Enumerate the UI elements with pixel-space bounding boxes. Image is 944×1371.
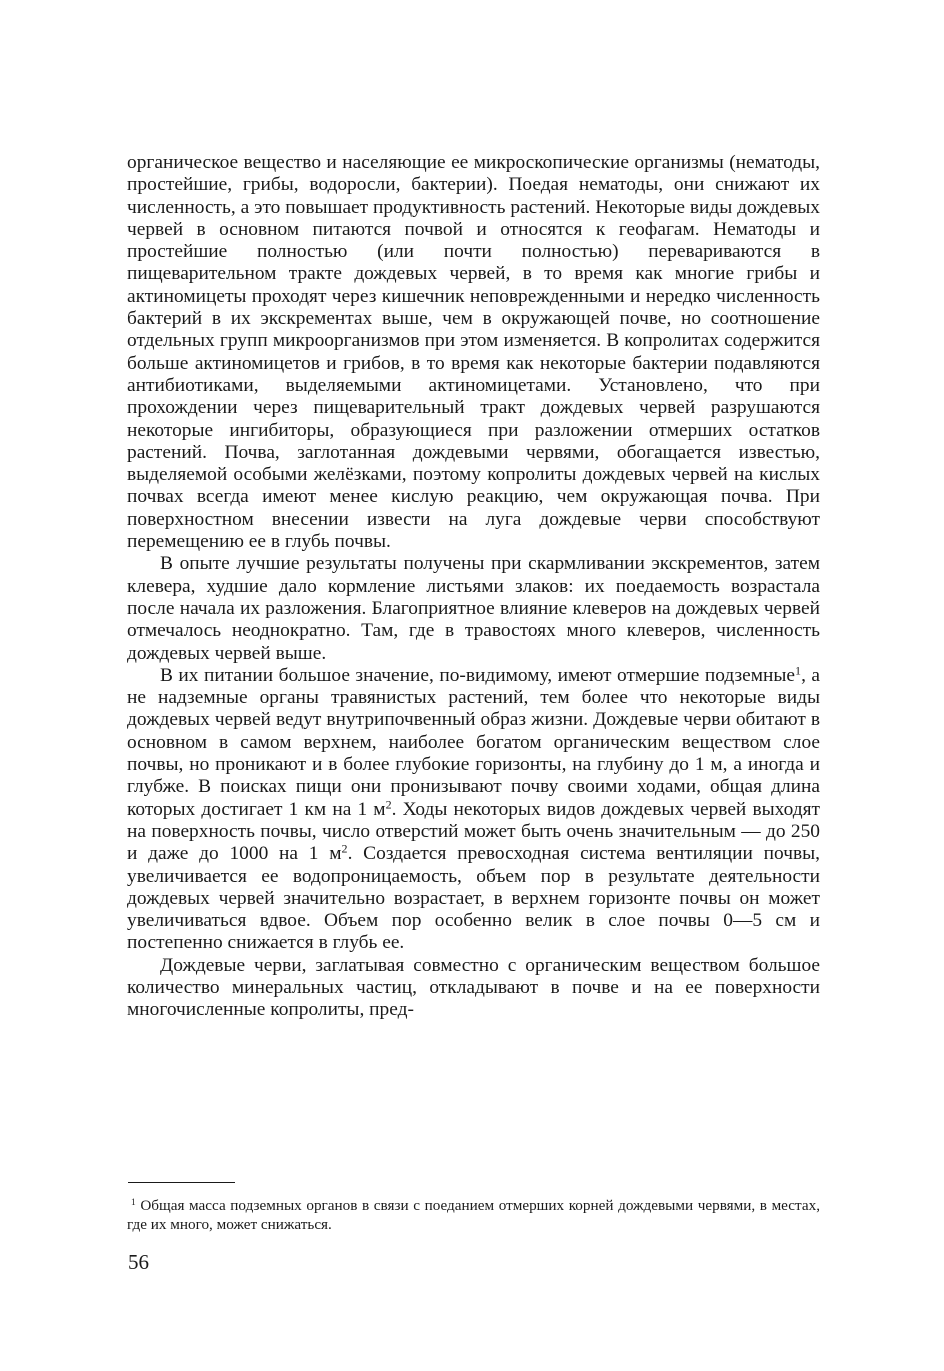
superscript-square: 2 [385, 797, 392, 811]
footnote-reference: 1 [795, 663, 802, 678]
footnote-divider [128, 1182, 235, 1183]
page-number: 56 [128, 1250, 149, 1274]
paragraph-3-part-4: . Создается превосходная система вентиляции почвы, увеличивается ее водопроницаемость, объем пор в результате деятельности дождевых червей значительно возрастает, в верхнем горизонте почвы он может увеличиваться вдвое. Объем пор особенно велик в слое почвы 0—5 см и постепенно снижается в глубь ее. [127, 843, 820, 954]
paragraph-3-part-3: . Ходы некоторых видов дождевых червей выходят на поверхность почвы, число отверстий может быть очень значительным — до 250 и даже до 1000 на 1 м [127, 798, 820, 865]
footnote-mark: 1 [131, 1197, 136, 1208]
main-text [127, 152, 820, 1022]
paragraph-2: В опыте лучшие результаты получены при скармливании экскрементов, затем клевера, худшие дало кормление листьями злаков: их поедаемость возрастала после начала их разложения. Благоприятное влияние клеверов на дождевых червей отмечалось неоднократно. Там, где в травостоях много клеверов, численность дождевых червей выше. [127, 553, 820, 664]
footnote-text: Общая масса подземных органов в связи с поеданием отмерших корней дождевыми червями, в местах, где их много, может снижаться. [127, 1197, 820, 1233]
paragraph-1: органическое вещество и населяющие ее микроскопические организмы (нематоды, простейшие, грибы, водоросли, бактерии). Поедая нематоды, они снижают их численность, а это повышает продуктивность растений. Некоторые виды дождевых червей в основном питаются почвой и относятся к геофагам. Нематоды и простейшие полностью (или почти полностью) перевариваются в пищеварительном тракте дождевых червей, в то время как многие грибы и актиномицеты проходят через кишечник неповрежденными и нередко численность бактерий в их экскрементах выше, чем в окружающей почве, но соотношение отдельных групп микроорганизмов при этом изменяется. В копролитах содержится больше актиномицетов и грибов, в то время как некоторые бактерии подавляются антибиотиками, выделяемыми актиномицетами. Установлено, что при прохождении через пищеварительный тракт дождевых червей разрушаются некоторые ингибиторы, образующиеся при разложении отмерших остатков растений. Почва, заглотанная дождевыми червями, обогащается известью, выделяемой особыми желёзками, поэтому копролиты дождевых червей на кислых почвах всегда имеют менее кислую реакцию, чем окружающая почва. При поверхностном внесении извести на луга дождевые черви способствуют перемещению ее в глубь почвы. [127, 152, 820, 553]
paragraph-3 [127, 665, 820, 955]
paragraph-4: Дождевые черви, заглатывая совместно с органическим веществом большое количество минеральных частиц, откладывают в почве и на ее поверхности многочисленные копролиты, пред- [127, 954, 820, 1021]
paragraph-3-part-1: В их питании большое значение, по-видимому, имеют отмершие подземные [160, 664, 796, 686]
paragraph-3-part-2: , а не надземные органы травянистых растений, тем более что некоторые виды дождевых червей ведут внутрипочвенный образ жизни. Дождевые черви обитают в основном в самом верхнем, наиболее богатом органическим веществом слое почвы, но проникают и в более глубокие горизонты, на глубину до 1 м, а иногда и глубже. В поисках пищи они пронизывают почву своими ходами, общая длина которых достигает 1 км на 1 м [127, 664, 820, 820]
footnote [127, 1196, 820, 1234]
superscript-square: 2 [341, 841, 348, 856]
